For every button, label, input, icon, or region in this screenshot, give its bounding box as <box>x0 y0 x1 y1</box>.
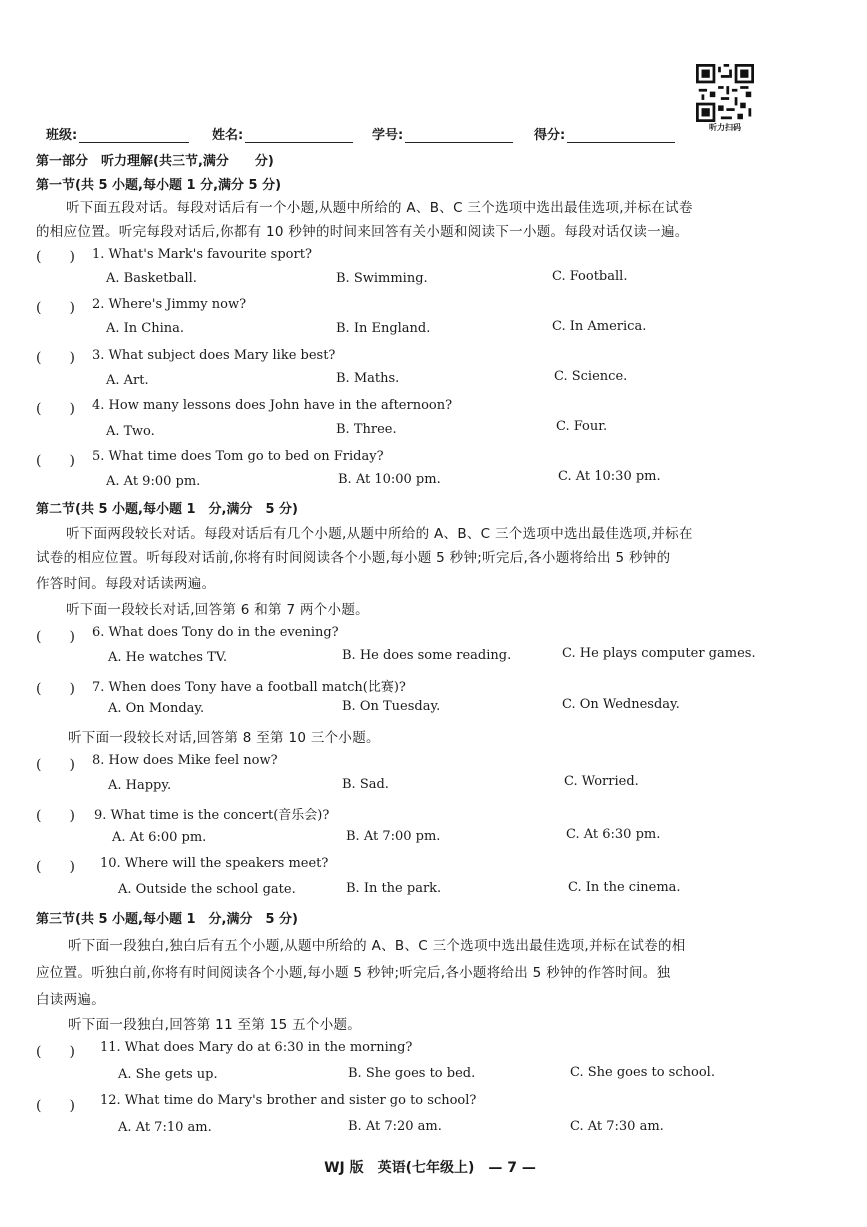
answer-bracket[interactable]: ( ) <box>36 453 75 469</box>
qr-caption: 听力扫码 <box>709 123 741 132</box>
option-4c: C. Four. <box>556 419 608 434</box>
answer-bracket[interactable]: ( ) <box>36 300 75 316</box>
student-no-blank[interactable] <box>405 128 513 143</box>
section2-subinstruction-1: 听下面一段较长对话,回答第 6 和第 7 两个小题。 <box>66 602 369 618</box>
section3-subinstruction: 听下面一段独白,回答第 11 至第 15 五个小题。 <box>68 1017 362 1033</box>
section3-title: 第三节(共 5 小题,每小题 1 分,满分 5 分) <box>36 912 298 927</box>
question-8: 8. How does Mike feel now? <box>92 753 278 768</box>
option-1a: A. Basketball. <box>106 271 197 286</box>
answer-bracket[interactable]: ( ) <box>36 859 75 875</box>
page-footer: WJ 版 英语(七年级上) — 7 — <box>324 1160 536 1176</box>
option-10a: A. Outside the school gate. <box>118 882 296 897</box>
student-info-row <box>46 124 696 144</box>
class-blank[interactable] <box>79 128 189 143</box>
section2-title: 第二节(共 5 小题,每小题 1 分,满分 5 分) <box>36 502 298 517</box>
answer-bracket[interactable]: ( ) <box>36 808 75 824</box>
option-4a: A. Two. <box>106 424 155 439</box>
option-2b: B. In England. <box>336 321 431 336</box>
section1-instruction: 听下面五段对话。每段对话后有一个小题,从题中所给的 A、B、C 三个选项中选出最佳选项,并标在试卷 <box>66 200 693 216</box>
option-12b: B. At 7:20 am. <box>348 1119 442 1134</box>
answer-bracket[interactable]: ( ) <box>36 1098 75 1114</box>
option-3c: C. Science. <box>554 369 628 384</box>
question-11: 11. What does Mary do at 6:30 in the morning? <box>100 1040 413 1055</box>
section1-title: 第一节(共 5 小题,每小题 1 分,满分 5 分) <box>36 178 282 193</box>
name-blank[interactable] <box>245 128 353 143</box>
name-field[interactable] <box>212 124 353 143</box>
question-9: 9. What time is the concert(音乐会)? <box>94 808 330 823</box>
option-8a: A. Happy. <box>108 778 172 793</box>
part-title: 第一部分 听力理解(共三节,满分 分) <box>36 154 274 169</box>
score-blank[interactable] <box>567 128 675 143</box>
option-11b: B. She goes to bed. <box>348 1066 476 1081</box>
name-label: 姓名: <box>212 128 244 143</box>
question-2: 2. Where's Jimmy now? <box>92 297 247 312</box>
option-5a: A. At 9:00 pm. <box>106 474 201 489</box>
option-5c: C. At 10:30 pm. <box>558 469 661 484</box>
question-1: 1. What's Mark's favourite sport? <box>92 247 312 262</box>
answer-bracket[interactable]: ( ) <box>36 350 75 366</box>
option-9b: B. At 7:00 pm. <box>346 829 441 844</box>
section2-instruction-cont: 试卷的相应位置。听每段对话前,你将有时间阅读各个小题,每小题 5 秒钟;听完后,各小题将给出 5 秒钟的 <box>36 550 671 566</box>
option-11c: C. She goes to school. <box>570 1065 715 1080</box>
option-1b: B. Swimming. <box>336 271 428 286</box>
question-3: 3. What subject does Mary like best? <box>92 348 336 363</box>
option-6a: A. He watches TV. <box>108 650 227 665</box>
option-3a: A. Art. <box>106 373 149 388</box>
option-10b: B. In the park. <box>346 881 442 896</box>
score-field[interactable] <box>534 124 675 143</box>
answer-bracket[interactable]: ( ) <box>36 401 75 417</box>
student-no-label: 学号: <box>372 128 404 143</box>
option-1c: C. Football. <box>552 269 628 284</box>
section3-instruction-cont: 应位置。听独白前,你将有时间阅读各个小题,每小题 5 秒钟;听完后,各小题将给出 5 秒钟的作答时间。独 <box>36 965 671 981</box>
question-6: 6. What does Tony do in the evening? <box>92 625 339 640</box>
option-8b: B. Sad. <box>342 777 389 792</box>
option-2a: A. In China. <box>106 321 185 336</box>
section1-instruction-cont: 的相应位置。听完每段对话后,你都有 10 秒钟的时间来回答有关小题和阅读下一小题。每段对话仅读一遍。 <box>36 224 689 240</box>
answer-bracket[interactable]: ( ) <box>36 629 75 645</box>
class-label: 班级: <box>46 128 78 143</box>
answer-bracket[interactable]: ( ) <box>36 249 75 265</box>
section2-subinstruction-2: 听下面一段较长对话,回答第 8 至第 10 三个小题。 <box>68 730 380 746</box>
option-12a: A. At 7:10 am. <box>118 1120 212 1135</box>
option-3b: B. Maths. <box>336 371 400 386</box>
question-10: 10. Where will the speakers meet? <box>100 856 329 871</box>
question-4: 4. How many lessons does John have in the afternoon? <box>92 398 453 413</box>
option-12c: C. At 7:30 am. <box>570 1119 664 1134</box>
option-5b: B. At 10:00 pm. <box>338 472 441 487</box>
qr-code-icon[interactable] <box>696 64 754 122</box>
option-11a: A. She gets up. <box>118 1067 218 1082</box>
score-label: 得分: <box>534 128 566 143</box>
option-9c: C. At 6:30 pm. <box>566 827 661 842</box>
option-10c: C. In the cinema. <box>568 880 681 895</box>
section3-instruction: 听下面一段独白,独白后有五个小题,从题中所给的 A、B、C 三个选项中选出最佳选项,并标在试卷的相 <box>68 938 686 954</box>
question-12: 12. What time do Mary's brother and sister go to school? <box>100 1093 477 1108</box>
section2-instruction: 听下面两段较长对话。每段对话后有几个小题,从题中所给的 A、B、C 三个选项中选出最佳选项,并标在 <box>66 526 693 542</box>
option-8c: C. Worried. <box>564 774 639 789</box>
option-6b: B. He does some reading. <box>342 648 512 663</box>
answer-bracket[interactable]: ( ) <box>36 681 75 697</box>
question-5: 5. What time does Tom go to bed on Friday? <box>92 449 384 464</box>
option-7c: C. On Wednesday. <box>562 697 680 712</box>
class-field[interactable] <box>46 124 189 143</box>
option-2c: C. In America. <box>552 319 647 334</box>
answer-bracket[interactable]: ( ) <box>36 757 75 773</box>
answer-bracket[interactable]: ( ) <box>36 1044 75 1060</box>
section3-instruction-end: 白读两遍。 <box>36 992 105 1008</box>
option-7a: A. On Monday. <box>108 701 205 716</box>
option-7b: B. On Tuesday. <box>342 699 441 714</box>
option-9a: A. At 6:00 pm. <box>112 830 207 845</box>
question-7: 7. When does Tony have a football match(比赛)? <box>92 680 406 695</box>
option-4b: B. Three. <box>336 422 397 437</box>
student-no-field[interactable] <box>372 124 513 143</box>
section2-instruction-end: 作答时间。每段对话读两遍。 <box>36 576 216 592</box>
option-6c: C. He plays computer games. <box>562 646 756 661</box>
